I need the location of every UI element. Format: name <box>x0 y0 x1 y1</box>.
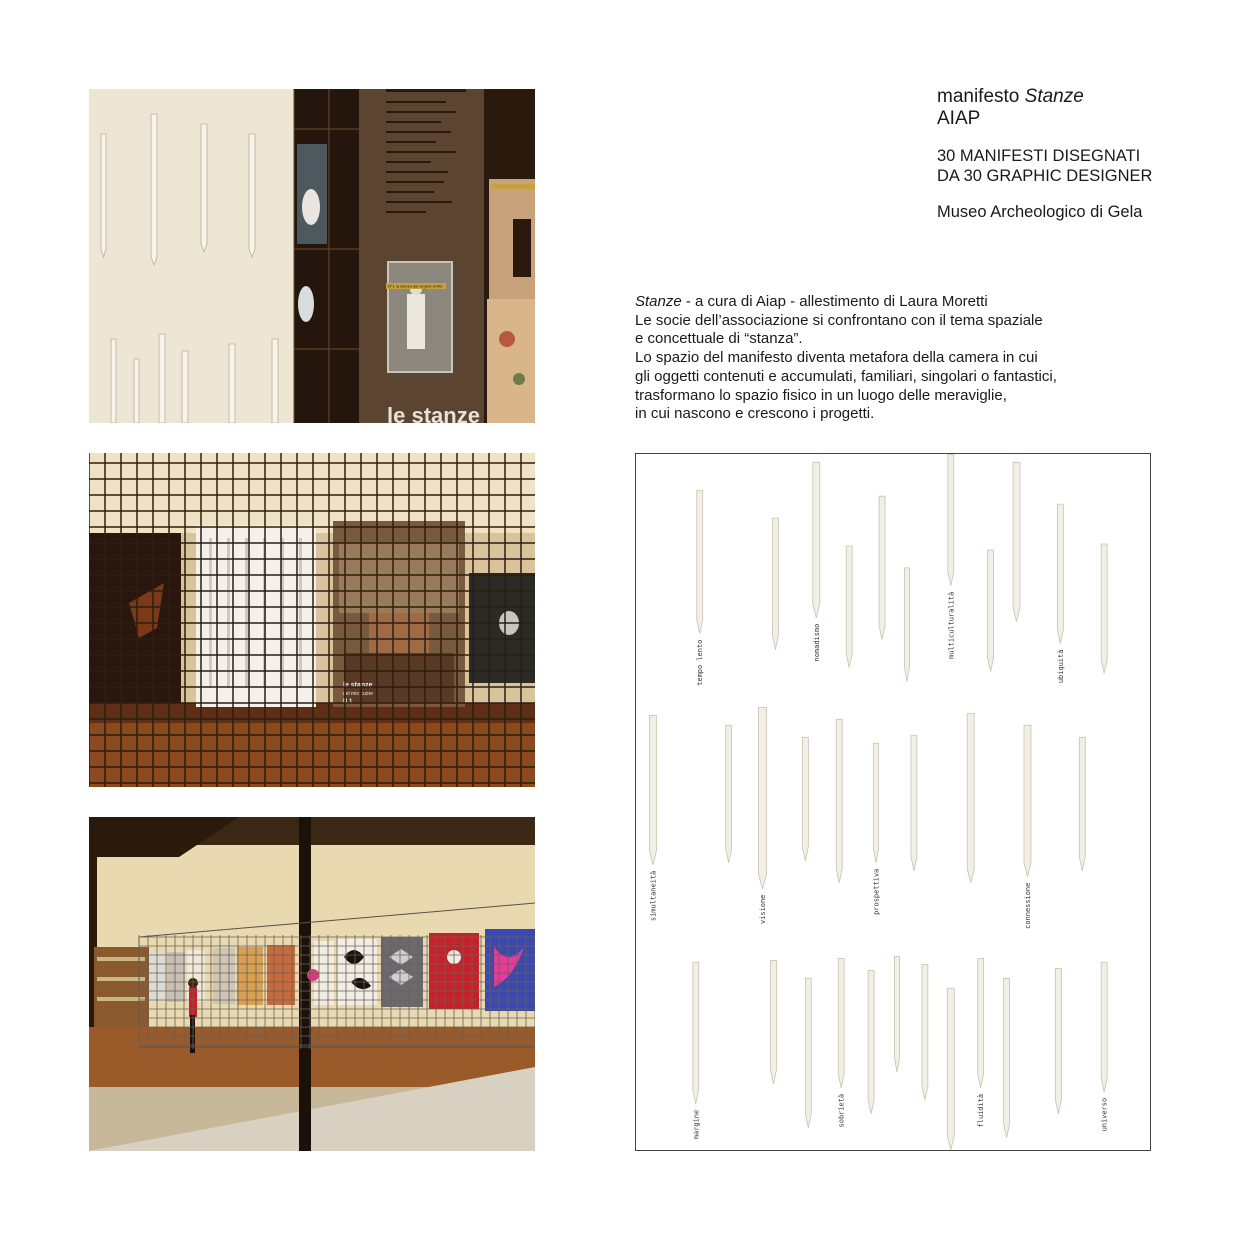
pencil-stick <box>805 978 811 1127</box>
pencil-stick <box>846 546 852 668</box>
pencil-stick <box>1013 462 1020 621</box>
title-prefix: manifesto <box>937 86 1025 107</box>
pencil-stick <box>838 958 844 1087</box>
pencil-stick <box>1101 544 1107 673</box>
pencil-stick <box>1101 962 1107 1091</box>
subtitle-line-2: DA 30 GRAPHIC DESIGNER <box>937 167 1153 185</box>
stick-label: visione <box>758 894 767 925</box>
pencil-stick <box>1024 725 1031 876</box>
stick-label: connessione <box>1023 882 1032 929</box>
exhibition-photo-panel <box>89 89 535 423</box>
description-block <box>635 293 1057 424</box>
description-line-1-rest: - a cura di Aiap - allestimento di Laura Moretti <box>681 293 988 310</box>
photo-1-illustration <box>89 89 535 423</box>
pencil-stick <box>813 462 820 617</box>
poster-illustration <box>636 454 1150 1150</box>
manifesto-poster <box>635 453 1151 1151</box>
stick-label: nomadismo <box>812 623 821 662</box>
pencil-stick <box>759 707 767 888</box>
pencil-stick <box>911 735 917 870</box>
pencil-stick <box>874 743 879 863</box>
description-line: trasformano lo spazio fisico in un luogo delle meraviglie, <box>635 386 1007 404</box>
stick-label: margine <box>692 1109 701 1140</box>
photo-3-illustration <box>89 817 535 1151</box>
pencil-stick <box>1057 504 1063 643</box>
description-line-1 <box>635 293 1057 312</box>
stick-label: fluidità <box>977 1093 986 1128</box>
pencil-stick <box>904 568 909 682</box>
stick-label: ubiquità <box>1056 649 1065 684</box>
photo-2-poster-subtitle: del mio cuore <box>343 691 374 697</box>
subtitle-line-1: 30 MANIFESTI DISEGNATI <box>937 147 1141 165</box>
pencil-stick <box>772 518 778 649</box>
pencil-stick <box>1004 978 1010 1137</box>
pencil-stick <box>922 964 928 1099</box>
description-line: Lo spazio del manifesto diventa metafora della camera in cui <box>635 349 1038 367</box>
organization: AIAP <box>937 108 981 129</box>
exhibition-photo-grid <box>89 453 535 787</box>
pencil-stick <box>649 715 656 864</box>
stick-label: sobrietà <box>837 1093 846 1128</box>
pencil-stick <box>868 970 874 1113</box>
photo-2-poster-title: le stanze <box>343 682 373 689</box>
header-block <box>937 86 1152 222</box>
stick-label: multiculturalità <box>947 591 956 659</box>
photo-2-illustration <box>89 453 535 787</box>
photo-1-small-label: N°1 la stanza dei segreti di Aia <box>388 283 443 289</box>
description-line: gli oggetti contenuti e accumulati, familiari, singolari o fantastici, <box>635 367 1057 385</box>
pencil-stick <box>894 956 899 1072</box>
pencil-stick <box>879 496 885 639</box>
photo-1-sign: le stanze <box>387 403 480 423</box>
pencil-stick <box>1079 737 1085 870</box>
pencil-stick <box>947 988 954 1149</box>
pencil-stick <box>726 725 732 862</box>
title-italic: Stanze <box>1024 86 1084 107</box>
pencil-stick <box>988 550 994 672</box>
pencil-stick <box>802 737 808 861</box>
pencil-stick <box>770 960 776 1084</box>
exhibition-photo-room <box>89 817 535 1151</box>
pencil-stick <box>697 490 703 633</box>
pencil-stick <box>693 962 699 1103</box>
venue: Museo Archeologico di Gela <box>937 203 1143 221</box>
pencil-stick <box>967 713 974 882</box>
page-title <box>937 86 1152 108</box>
pencil-stick <box>978 958 984 1087</box>
description-line: Le socie dell’associazione si confrontano con il tema spaziale <box>635 311 1043 329</box>
stick-label: prospettiva <box>872 868 881 915</box>
pencil-stick <box>1055 968 1061 1113</box>
pencil-stick <box>836 719 842 882</box>
stick-label: tempo lento <box>696 639 705 686</box>
stick-label: universo <box>1100 1097 1109 1132</box>
pencil-stick <box>948 454 954 585</box>
description-italic: Stanze <box>635 293 682 310</box>
description-line: e concettuale di “stanza”. <box>635 330 803 348</box>
photo-2-poster-number: N.1 <box>343 699 353 705</box>
description-line: in cui nascono e crescono i progetti. <box>635 405 875 423</box>
stick-label: simultaneità <box>649 870 658 922</box>
